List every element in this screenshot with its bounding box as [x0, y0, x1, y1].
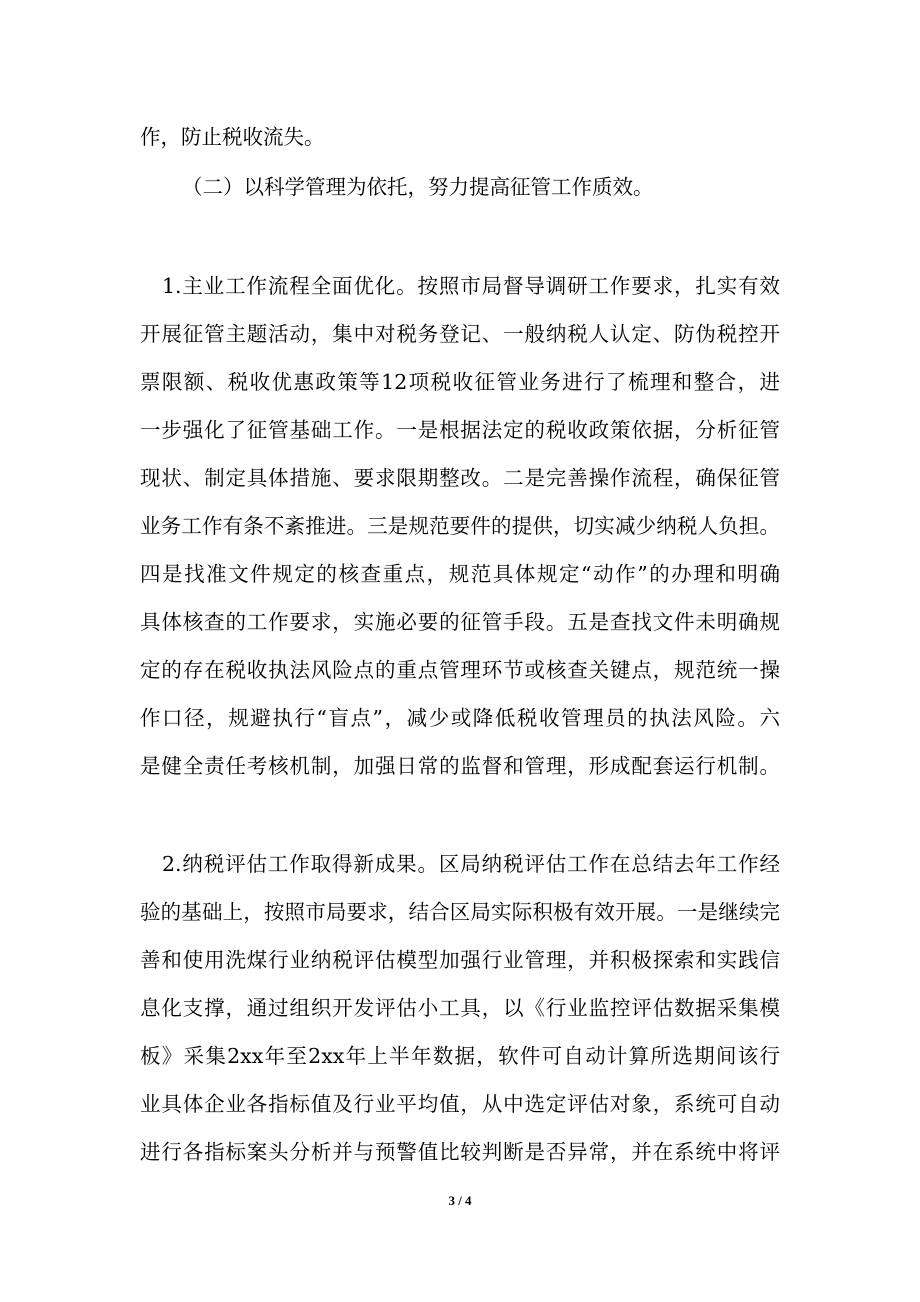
paragraph-line: 票限额、税收优惠政策等12项税收征管业务进行了梳理和整合，进 [140, 370, 780, 394]
paragraph-line: 板》采集2xx年至2xx年上半年数据，软件可自动计算所选期间该行 [140, 1044, 780, 1068]
paragraph-line: 作，防止税收流失。 [140, 125, 325, 149]
paragraph-line: 2.纳税评估工作取得新成果。区局纳税评估工作在总结去年工作经 [162, 852, 780, 876]
paragraph-line: 息化支撑，通过组织开发评估小工具，以《行业监控评估数据采集模 [140, 996, 780, 1020]
paragraph-line: 开展征管主题活动，集中对税务登记、一般纳税人认定、防伪税控开 [140, 322, 780, 346]
paragraph-line: 进行各指标案头分析并与预警值比较判断是否异常，并在系统中将评 [140, 1140, 780, 1164]
paragraph-line: 是健全责任考核机制，加强日常的监督和管理，形成配套运行机制。 [140, 754, 780, 778]
paragraph-line: 验的基础上，按照市局要求，结合区局实际积极有效开展。一是继续完 [140, 900, 780, 924]
paragraph-line: 善和使用洗煤行业纳税评估模型加强行业管理，并积极探索和实践信 [140, 948, 780, 972]
paragraph-line: 作口径，规避执行“盲点”，减少或降低税收管理员的执法风险。六 [140, 706, 780, 730]
paragraph-line: 四是找准文件规定的核查重点，规范具体规定“动作”的办理和明确 [140, 562, 780, 586]
paragraph-line: 业具体企业各指标值及行业平均值，从中选定评估对象，系统可自动 [140, 1092, 780, 1116]
section-heading: （二）以科学管理为依托，努力提高征管工作质效。 [182, 175, 654, 199]
paragraph-line: 定的存在税收执法风险点的重点管理环节或核查关键点，规范统一操 [140, 658, 780, 682]
paragraph-line: 现状、制定具体措施、要求限期整改。二是完善操作流程，确保征管 [140, 466, 780, 490]
page-number: 3 / 4 [448, 1193, 472, 1208]
paragraph-line: 具体核查的工作要求，实施必要的征管手段。五是查找文件未明确规 [140, 610, 780, 634]
paragraph-line: 业务工作有条不紊推进。三是规范要件的提供，切实减少纳税人负担。 [140, 514, 780, 538]
paragraph-line: 一步强化了征管基础工作。一是根据法定的税收政策依据，分析征管 [140, 418, 780, 442]
paragraph-line: 1.主业工作流程全面优化。按照市局督导调研工作要求，扎实有效 [162, 274, 780, 298]
